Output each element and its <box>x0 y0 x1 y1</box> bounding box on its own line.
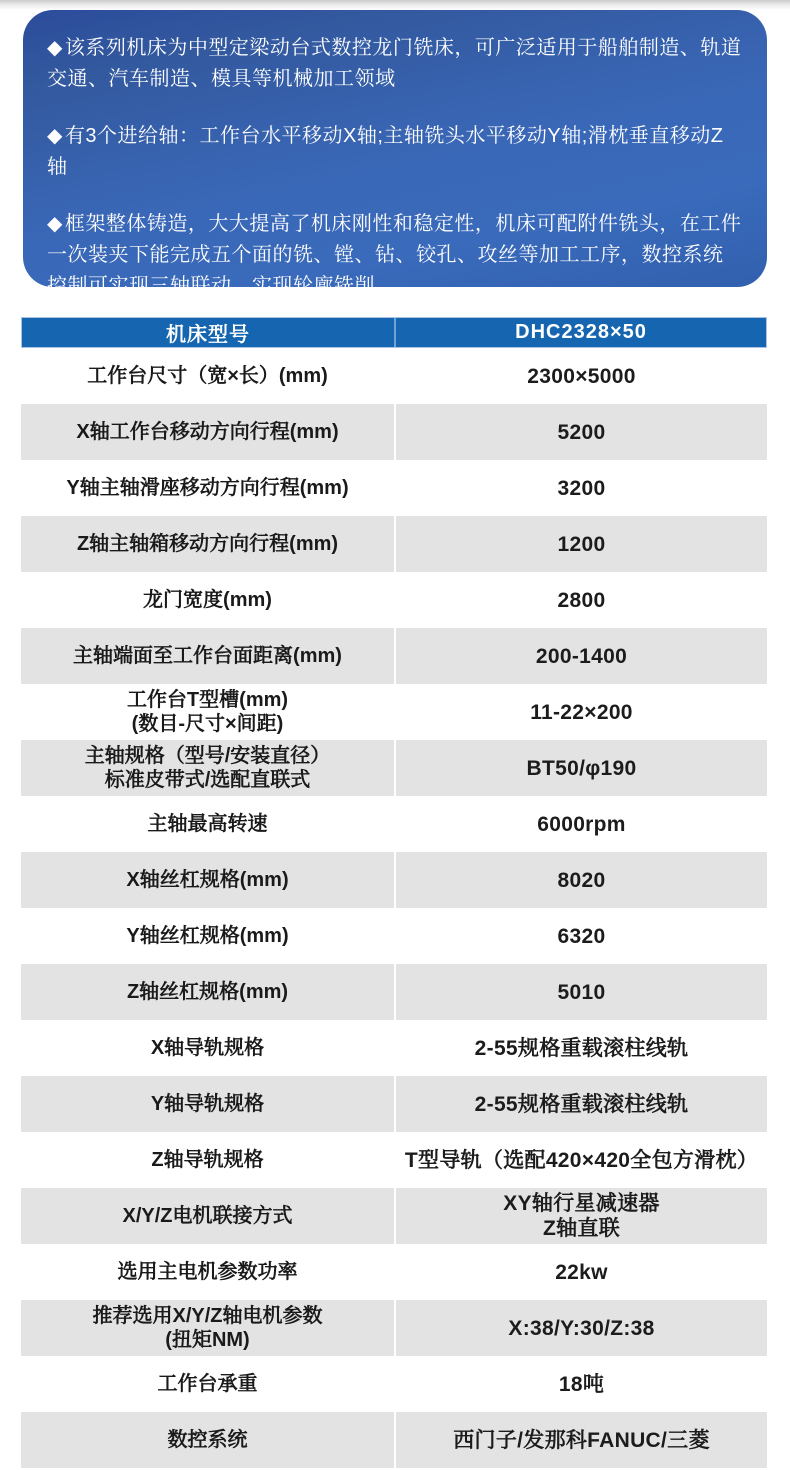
row-label: 工作台尺寸（宽×长）(mm) <box>87 365 328 387</box>
row-label: Y轴主轴滑座移动方向行程(mm) <box>66 477 349 499</box>
row-value: 西门子/发那科FANUC/三菱 <box>394 1412 767 1468</box>
row-label: 选用主电机参数功率 <box>117 1261 298 1283</box>
diamond-bullet-icon: ◆ <box>47 125 63 147</box>
row-value: 11-22×200 <box>394 684 767 740</box>
row-label: 工作台承重 <box>157 1373 258 1395</box>
table-row <box>21 1300 767 1356</box>
table-row <box>21 516 767 572</box>
row-value: 1200 <box>394 516 767 572</box>
table-row <box>21 1132 767 1188</box>
row-label: 推荐选用X/Y/Z轴电机参数 (扭矩NM) <box>92 1305 323 1351</box>
table-row <box>21 1020 767 1076</box>
table-row <box>21 964 767 1020</box>
row-label: X轴丝杠规格(mm) <box>126 869 289 891</box>
top-shadow-band <box>0 0 790 10</box>
table-header <box>21 317 767 348</box>
table-row <box>21 852 767 908</box>
table-row <box>21 1244 767 1300</box>
row-label: X/Y/Z电机联接方式 <box>122 1205 293 1227</box>
diamond-bullet-icon: ◆ <box>47 213 63 235</box>
row-label: X轴导轨规格 <box>150 1037 265 1059</box>
row-value: XY轴行星减速器 Z轴直联 <box>394 1188 767 1244</box>
table-row <box>21 1188 767 1244</box>
row-label: Y轴丝杠规格(mm) <box>126 925 289 947</box>
row-value: BT50/φ190 <box>394 740 767 796</box>
table-rows <box>21 348 767 1468</box>
table-row <box>21 628 767 684</box>
row-label: Z轴丝杠规格(mm) <box>126 981 289 1003</box>
row-value: 5010 <box>394 964 767 1020</box>
row-label: Z轴主轴箱移动方向行程(mm) <box>76 533 339 555</box>
table-row <box>21 404 767 460</box>
row-label: 数控系统 <box>167 1429 248 1451</box>
diamond-bullet-icon: ◆ <box>47 37 63 59</box>
table-row <box>21 572 767 628</box>
intro-bullet-1: ◆ 该系列机床为中型定梁动台式数控龙门铣床，可广泛适用于船舶制造、轨道交通、汽车制造、模具等机械加工领域 <box>47 37 742 90</box>
table-row <box>21 908 767 964</box>
row-label: 主轴最高转速 <box>147 813 268 835</box>
row-value: 3200 <box>394 460 767 516</box>
row-value: 200-1400 <box>394 628 767 684</box>
row-value: 2300×5000 <box>394 348 767 404</box>
intro-bullet-2: ◆ 有3个进给轴：工作台水平移动X轴;主轴铣头水平移动Y轴;滑枕垂直移动Z轴 <box>47 125 724 178</box>
row-value: 6000rpm <box>394 796 767 852</box>
row-value: 6320 <box>394 908 767 964</box>
row-value: T型导轨（选配420×420全包方滑枕） <box>394 1132 767 1188</box>
table-row <box>21 1412 767 1468</box>
row-value: 18吨 <box>394 1356 767 1412</box>
row-value: 2800 <box>394 572 767 628</box>
row-value: 8020 <box>394 852 767 908</box>
row-label: 龙门宽度(mm) <box>143 589 272 611</box>
table-row <box>21 348 767 404</box>
row-value: 2-55规格重载滚柱线轨 <box>394 1076 767 1132</box>
table-row <box>21 460 767 516</box>
table-row <box>21 684 767 740</box>
header-model-value: DHC2328×50 <box>394 318 766 347</box>
table-row <box>21 740 767 796</box>
table-row <box>21 1356 767 1412</box>
row-value: 2-55规格重载滚柱线轨 <box>394 1020 767 1076</box>
row-label: 主轴规格（型号/安装直径） 标准皮带式/选配直联式 <box>84 745 331 791</box>
header-param-label: 机床型号 <box>166 324 250 346</box>
intro-bullet-3: ◆ 框架整体铸造，大大提高了机床刚性和稳定性，机床可配附件铣头，在工件一次装夹下能完成五个面的铣、镗、钻、铰孔、攻丝等加工工序，数控系统控制可实现三轴联动，实现轮廓铣削 <box>47 213 742 297</box>
row-label: Y轴导轨规格 <box>150 1093 265 1115</box>
row-value: X:38/Y:30/Z:38 <box>394 1300 767 1356</box>
row-value: 22kw <box>394 1244 767 1300</box>
row-label: X轴工作台移动方向行程(mm) <box>76 421 339 443</box>
intro-box <box>23 10 767 297</box>
row-label: 工作台T型槽(mm) (数目-尺寸×间距) <box>126 689 289 735</box>
table-row <box>21 1076 767 1132</box>
row-label: Z轴导轨规格 <box>151 1149 264 1171</box>
row-value: 5200 <box>394 404 767 460</box>
table-row <box>21 796 767 852</box>
row-label: 主轴端面至工作台面距离(mm) <box>73 645 342 667</box>
spec-table <box>21 317 767 1468</box>
